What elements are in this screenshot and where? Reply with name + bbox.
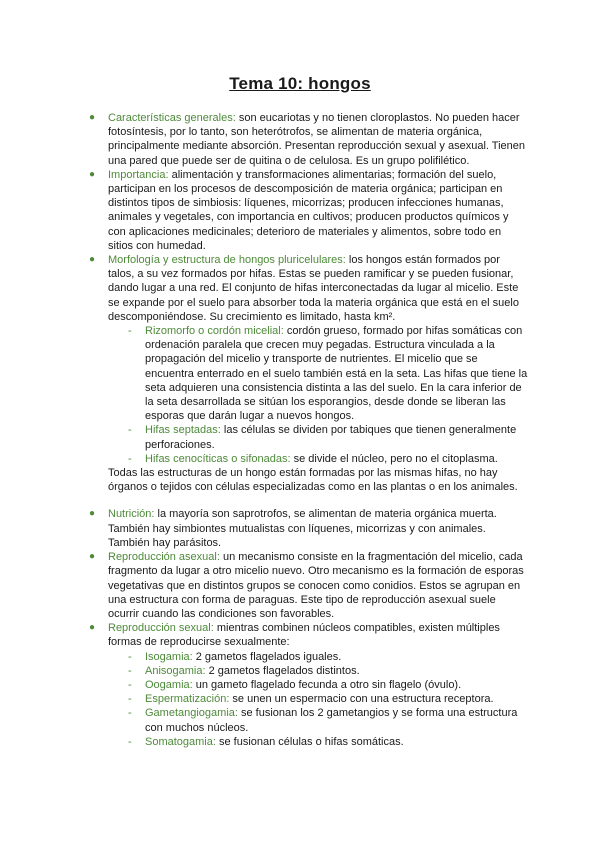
sub-item-hifas-cenociticas: [128, 452, 528, 466]
term-label: Reproducción asexual:: [108, 551, 220, 564]
term-label: Reproducción sexual:: [108, 622, 214, 635]
term-label: Somatogamia:: [145, 735, 216, 748]
dash-icon: -: [128, 735, 132, 748]
sub-text: se fusionan los 2 gametangios y se forma una estructura con muchos núcleos.: [145, 707, 518, 734]
bullet-text: mientras combinen núcleos compatibles, existen múltiples formas de reproducirse sexualmente:: [108, 622, 500, 649]
bullet-dot-icon: ●: [89, 622, 96, 634]
bullet-text: la mayoría son saprotrofos, se alimentan de materia orgánica muerta. También hay simbiontes mutualistas con líquenes, micorrizas y con animales. También hay parásitos.: [108, 508, 497, 549]
dash-icon: -: [128, 678, 132, 691]
bullet-importancia: [89, 168, 528, 253]
bullet-caracteristicas: [89, 111, 528, 168]
sub-text: 2 gametos flagelados distintos.: [205, 664, 360, 677]
bullet-reproduccion-asexual: [89, 550, 528, 621]
sub-text: las células se dividen por tabiques que tienen generalmente perforaciones.: [145, 424, 517, 451]
dash-icon: -: [128, 707, 132, 720]
document-body: [89, 111, 528, 749]
sub-text: se divide el núcleo, pero no el citoplasma.: [290, 452, 498, 465]
sub-text: se unen un espermacio con una estructura receptora.: [229, 693, 494, 706]
bullet-text: un mecanismo consiste en la fragmentación del micelio, cada fragmento da lugar a otro micelio nuevo. Otro mecanismo es la formación de esporas vegetativas que en distintos grupos se conocen como conidios. Estos se agrupan en una estructura con forma de paraguas. Este tipo de reproducción asexual suele ocurrir cuando las condiciones son favorables.: [108, 551, 524, 620]
bullet-text: los hongos están formados por talos, a su vez formados por hifas. Estas se pueden ramificar y se pueden fusionar, dando lugar a una red. El conjunto de hifas interconectadas da lugar al micelio. Este se expande por el suelo para absorber toda la materia orgánica que está en el suelo descomponiéndose. Su crecimiento es limitado, hasta km².: [108, 254, 519, 323]
bullet-reproduccion-sexual: [89, 621, 528, 649]
dash-icon: -: [128, 452, 132, 465]
sub-item-somatogamia: [128, 735, 528, 749]
term-label: Anisogamia:: [145, 664, 206, 677]
dash-icon: -: [128, 424, 132, 437]
spacer: [108, 494, 528, 507]
term-label: Hifas cenocíticas o sifonadas:: [145, 452, 291, 465]
sub-text: cordón grueso, formado por hifas somáticas con ordenación paralela que crecen muy pegadas. Estructura vinculada a la propagación del micelio y transporte de nutrientes. El micelio que se encuentra enterrado en el suelo también está en la seta. Las hifas que tiene la seta adquieren una consistencia distinta a las del suelo. En la cara inferior de la seta desarrollada se sitúan los esporangios, desde donde se liberan las esporas que darán lugar a nuevos hongos.: [145, 325, 528, 423]
dash-icon: -: [128, 650, 132, 663]
sub-item-oogamia: [128, 678, 528, 692]
bullet-dot-icon: ●: [89, 508, 96, 520]
sub-item-espermatizacion: [128, 692, 528, 706]
sub-item-anisogamia: [128, 664, 528, 678]
sub-text: un gameto flagelado fecunda a otro sin flagelo (óvulo).: [192, 678, 462, 691]
term-label: Rizomorfo o cordón micelial:: [145, 325, 284, 338]
term-label: Nutrición:: [108, 508, 155, 521]
bullet-nutricion: [89, 507, 528, 550]
page-title: Tema 10: hongos: [229, 74, 371, 93]
term-label: Gametangiogamia:: [145, 707, 238, 720]
bullet-text: alimentación y transformaciones alimentarias; formación del suelo, participan en los procesos de descomposición de materia orgánica; participan en distintos tipos de simbiosis: líquenes, micorrizas; producen infecciones humanas, animales y vegetales, con importancia en cultivos; producen productos químicos y con aplicaciones medicinales; deterioro de materiales y alimentos, sobre todo en sitios con humedad.: [108, 168, 509, 252]
term-label: Características generales:: [108, 112, 236, 124]
bullet-dot-icon: ●: [89, 254, 96, 266]
dash-icon: -: [128, 664, 132, 677]
morfologia-closing-text: Todas las estructuras de un hongo están formadas por las mismas hifas, no hay órganos o tejidos con células especializadas como en las plantas o en los animales.: [108, 467, 518, 494]
term-label: Importancia:: [108, 168, 169, 181]
bullet-text: son eucariotas y no tienen cloroplastos. No pueden hacer fotosíntesis, por lo tanto, son heterótrofos, se alimentan de materia orgánica, principalmente mediante absorción. Presentan reproducción sexual y asexual. Tienen una pared que puede ser de quitina o de celulosa. Es un grupo polifilético.: [108, 112, 526, 167]
term-label: Morfología y estructura de hongos pluricelulares:: [108, 254, 346, 267]
bullet-dot-icon: ●: [89, 112, 96, 123]
term-label: Hifas septadas:: [145, 424, 221, 437]
sub-item-gametangiogamia: [128, 706, 528, 734]
bullet-morfologia: [89, 253, 528, 324]
sub-text: 2 gametos flagelados iguales.: [192, 650, 342, 663]
sub-item-rizomorfo: [128, 324, 528, 423]
sub-item-hifas-septadas: [128, 423, 528, 451]
dash-icon: -: [128, 693, 132, 706]
term-label: Espermatización:: [145, 693, 230, 706]
term-label: Isogamia:: [145, 650, 193, 663]
bullet-dot-icon: ●: [89, 168, 96, 180]
dash-icon: -: [128, 325, 132, 338]
term-label: Oogamia:: [145, 678, 193, 691]
sub-text: se fusionan células o hifas somáticas.: [215, 735, 404, 748]
sub-item-isogamia: [128, 650, 528, 664]
bullet-dot-icon: ●: [89, 551, 96, 563]
